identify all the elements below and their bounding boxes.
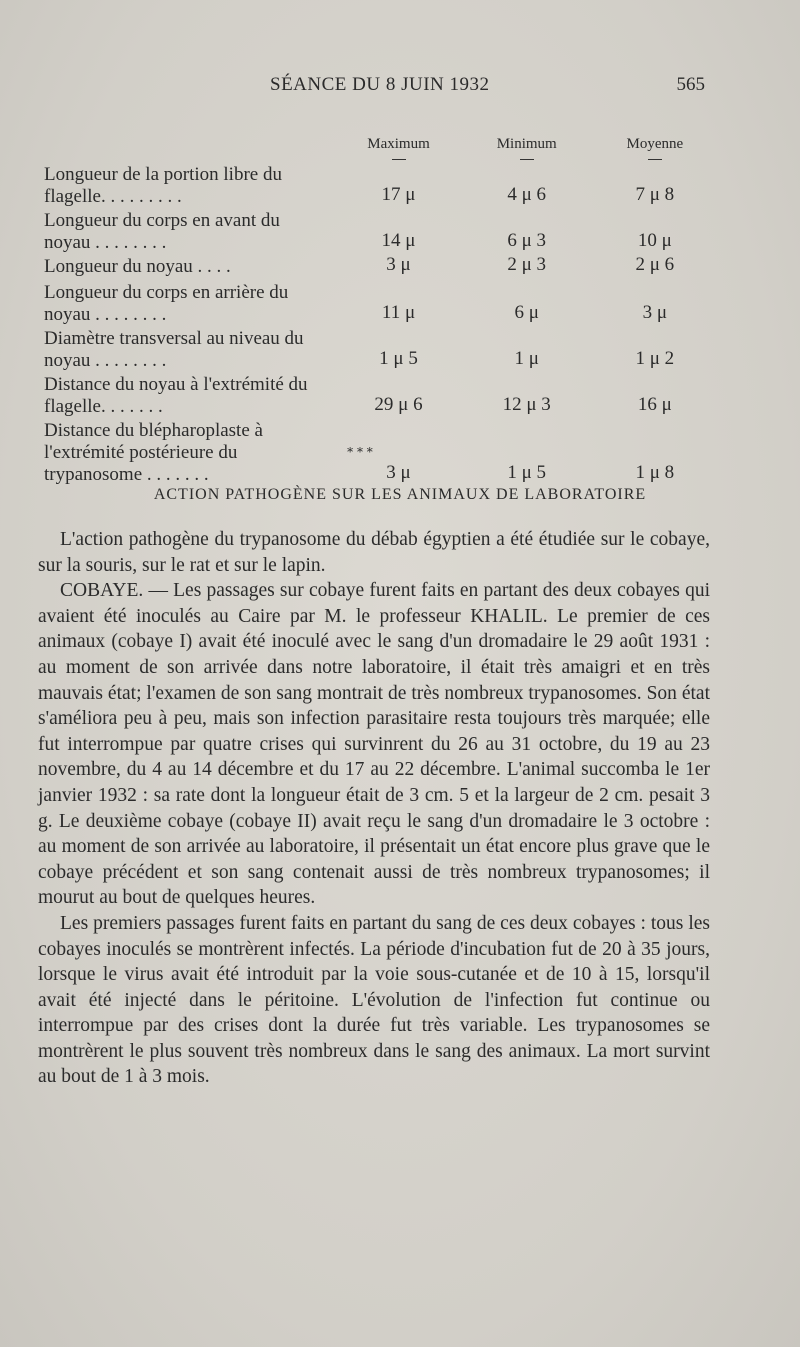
running-header [270,74,705,104]
cell-maximum: 11 μ [381,302,416,323]
row-label: Distance du noyau à l'extrémité du flagelle. . . . . . . [44,374,308,417]
cell-moyenne: 7 μ 8 [635,184,675,205]
cell-minimum: 1 μ [514,348,539,369]
row-label: Diamètre transversal au niveau du noyau . . . . . . . . [44,328,304,371]
measurements-table [44,120,714,486]
label-column-header [44,120,339,162]
page-number: 565 [676,74,705,95]
cell-maximum: 29 μ 6 [374,394,423,415]
row-label: Longueur du corps en arrière du noyau . . . . . . . . [44,282,289,325]
table-row [44,418,714,486]
table-row [44,372,714,418]
cell-moyenne: 1 μ 2 [635,348,675,369]
cell-maximum: 3 μ [386,462,411,483]
author-name: KHALIL [470,605,543,627]
table-row [44,254,714,278]
paragraph-lead: COBAYE. [60,580,144,602]
column-header-maximum: Maximum [339,120,457,162]
cell-maximum: 17 μ [381,184,416,205]
row-label: Distance du blépharoplaste à l'extrémité postérieure du trypanosome . . . . . . . [44,420,263,485]
cell-minimum: 2 μ 3 [507,254,547,275]
row-label: Longueur de la portion libre du flagelle. . . . . . . . . [44,164,282,207]
table-row [44,162,714,208]
cell-minimum: 4 μ 6 [507,184,547,205]
cell-minimum: 6 μ [514,302,539,323]
table-row [44,208,714,254]
cell-moyenne: 3 μ [642,302,668,323]
cell-moyenne: 1 μ 8 [635,462,675,483]
cell-maximum: 3 μ [386,254,411,275]
running-title: SÉANCE DU 8 JUIN 1932 [270,74,490,95]
table-row [44,326,714,372]
paragraph: Les premiers passages furent faits en partant du sang de ces deux cobayes : tous les cobayes inoculés se montrèrent infectés. La période d'incubation fut de 20 à 35 jours, lorsque le virus avait été introduit par la voie sous-cutanée et de 10 à 15, lorsqu'il avait été injecté dans le péritoine. L'évolution de l'infection fut continue ou interrompue par des crises dont la durée fut très variable. Les trypanosomes se montrèrent le plus souvent très nombreux dans le sang des animaux. La mort survint au bout de 1 à 3 mois. [38,912,710,1088]
cell-moyenne: 16 μ [637,394,672,415]
cell-minimum: 6 μ 3 [507,230,547,251]
paragraph-text: — Les passages sur cobaye furent faits en partant des deux cobayes qui avaient été inoculés au Caire par M. le professeur [38,580,710,627]
cell-maximum: 1 μ 5 [379,348,418,369]
row-label: Longueur du corps en avant du noyau . . . . . . . . [44,210,280,253]
paragraph [38,578,710,911]
cell-moyenne: 10 μ [637,230,672,251]
table-header-row [44,120,714,162]
paragraph-text: . Le premier de ces animaux (cobaye I) avait été inoculé avec le sang d'un dromadaire le 29 août 1931 : au moment de son arrivée dans notre laboratoire, il était très amaigri et en très mauvais état; l'examen de son sang montrait de très nombreux trypanosomes. Son état s'améliora peu à peu, mais son infection parasitaire resta toujours très marquée; elle fut interrompue par quatre crises qui survinrent du 26 au 31 octobre, du 19 au 23 novembre, du 4 au 14 décembre et du 17 au 22 décembre. L'animal succomba le 1er janvier 1932 : sa rate dont la longueur était de 3 cm. 5 et la largeur de 2 cm. pesait 3 g. Le deuxième cobaye (cobaye II) avait reçu le sang d'un dromadaire le 3 octobre : au moment de son arrivée au laboratoire, il présentait un état encore plus grave que le cobaye précédent et son sang contenait aussi de très nombreux trypanosomes; il mourut au bout de quelques heures. [38,605,710,909]
column-header-minimum: Minimum [458,120,596,162]
cell-minimum: 1 μ 5 [507,462,547,483]
body-text [38,527,710,1090]
row-label: Longueur du noyau . . . . [44,256,231,277]
asterism-separator: * * * [347,445,373,459]
section-heading: ACTION PATHOGÈNE SUR LES ANIMAUX DE LABORATOIRE [153,486,647,503]
cell-minimum: 12 μ 3 [502,394,551,415]
cell-maximum: 14 μ [381,230,416,251]
table-row [44,278,714,326]
column-header-moyenne: Moyenne [596,120,714,162]
cell-moyenne: 2 μ 6 [635,254,675,275]
paragraph: L'action pathogène du trypanosome du débab égyptien a été étudiée sur le cobaye, sur la souris, sur le rat et sur le lapin. [38,529,710,576]
